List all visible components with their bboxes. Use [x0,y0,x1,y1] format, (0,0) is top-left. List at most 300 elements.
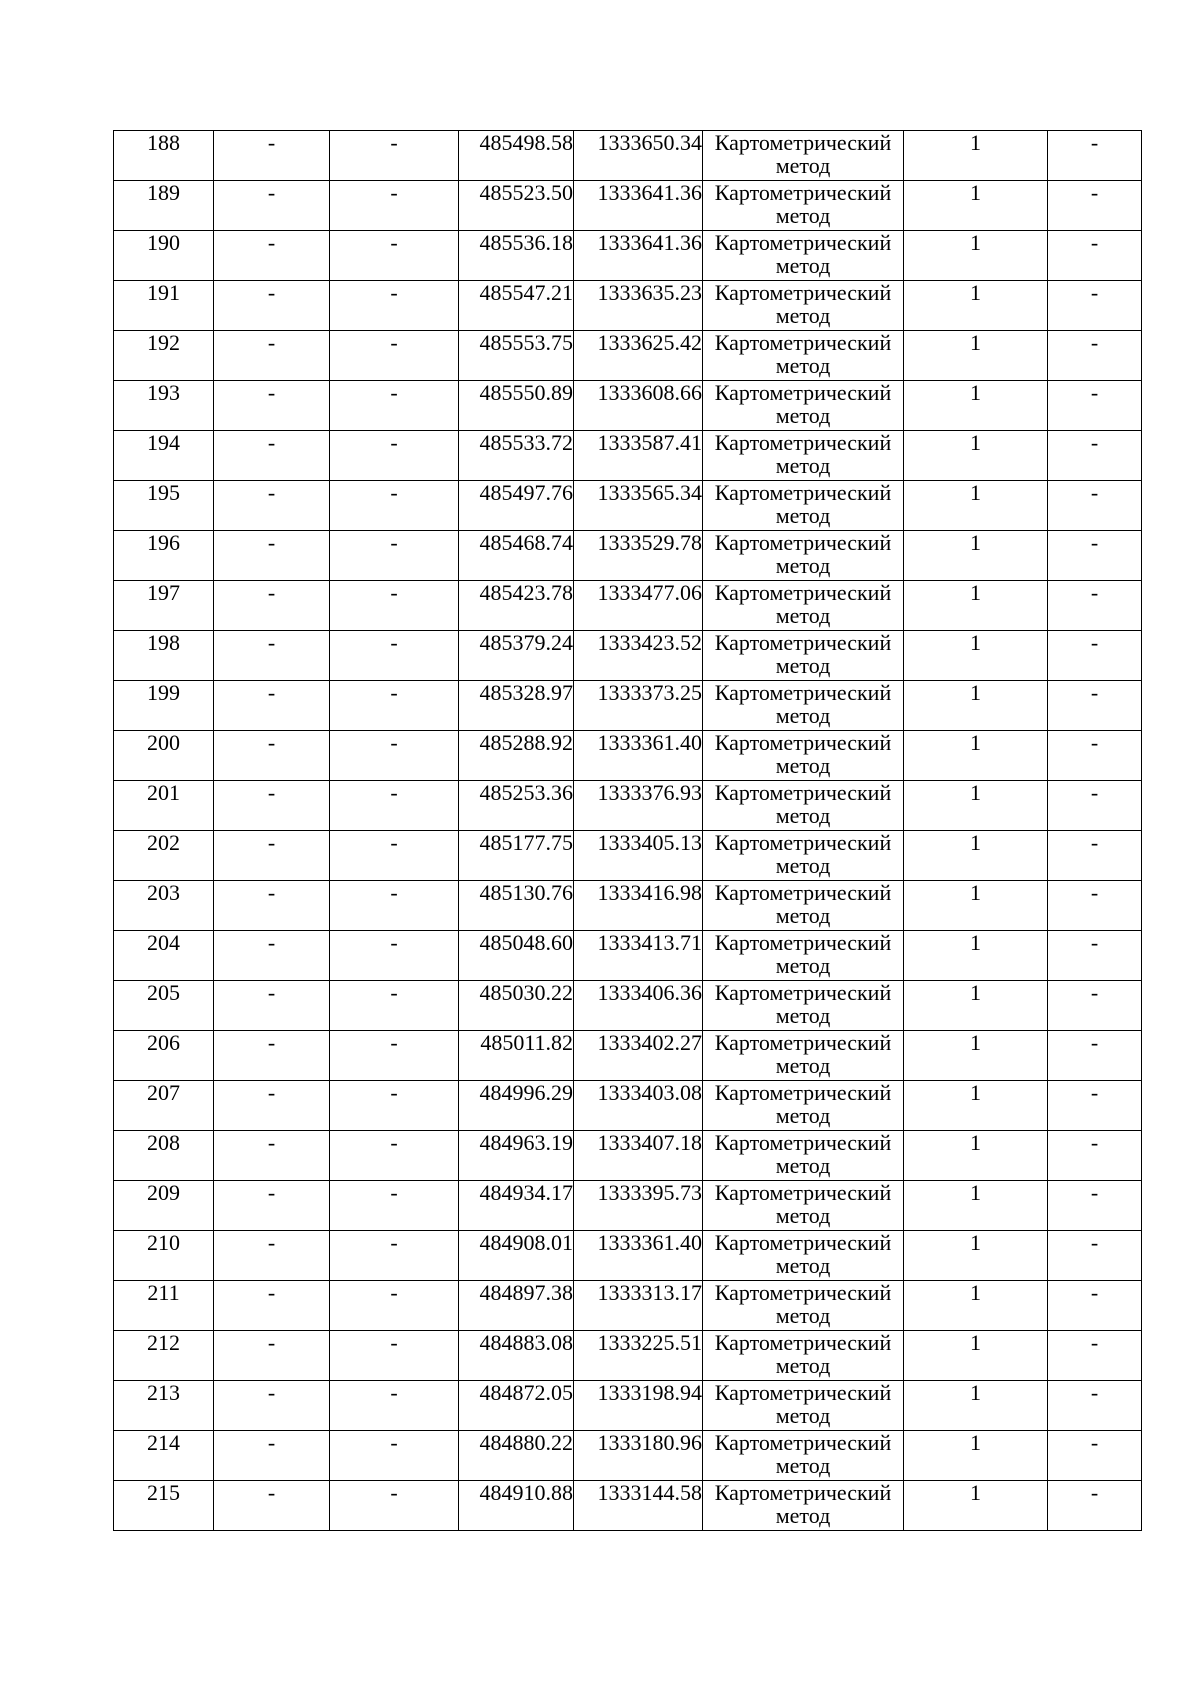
y-coordinate-cell: 1333406.36 [574,981,703,1031]
method-label-line2: метод [775,803,831,828]
empty-value-cell: - [214,531,330,581]
method-cell [703,131,904,181]
empty-value-cell: - [214,431,330,481]
point-number-cell: 211 [114,1281,214,1331]
empty-value-cell: - [330,1431,459,1481]
y-coordinate-cell: 1333650.34 [574,131,703,181]
method-cell [703,581,904,631]
x-coordinate-cell: 485379.24 [459,631,574,681]
table-row [114,1031,1142,1081]
x-coordinate-cell: 485498.58 [459,131,574,181]
coordinates-table [113,130,1142,1531]
point-number-cell: 214 [114,1431,214,1481]
y-coordinate-cell: 1333144.58 [574,1481,703,1531]
description-cell: - [1048,581,1142,631]
accuracy-cell: 1 [904,1031,1048,1081]
y-coordinate-cell: 1333405.13 [574,831,703,881]
x-coordinate-cell: 484897.38 [459,1281,574,1331]
empty-value-cell: - [330,1281,459,1331]
y-coordinate-cell: 1333376.93 [574,781,703,831]
y-coordinate-cell: 1333403.08 [574,1081,703,1131]
empty-value-cell: - [214,1181,330,1231]
description-cell: - [1048,381,1142,431]
method-cell [703,731,904,781]
method-label-line1: Картометрический [714,880,892,905]
method-cell [703,831,904,881]
empty-value-cell: - [214,1231,330,1281]
y-coordinate-cell: 1333402.27 [574,1031,703,1081]
description-cell: - [1048,1381,1142,1431]
table-row [114,581,1142,631]
empty-value-cell: - [330,1081,459,1131]
point-number-cell: 207 [114,1081,214,1131]
point-number-cell: 202 [114,831,214,881]
table-row [114,531,1142,581]
method-cell [703,381,904,431]
method-label-line1: Картометрический [714,1480,892,1505]
description-cell: - [1048,1181,1142,1231]
y-coordinate-cell: 1333395.73 [574,1181,703,1231]
table-row [114,781,1142,831]
empty-value-cell: - [330,981,459,1031]
method-cell [703,1031,904,1081]
accuracy-cell: 1 [904,1281,1048,1331]
point-number-cell: 210 [114,1231,214,1281]
description-cell: - [1048,931,1142,981]
method-label-line2: метод [775,1203,831,1228]
method-label-line2: метод [775,1303,831,1328]
y-coordinate-cell: 1333413.71 [574,931,703,981]
method-cell [703,1081,904,1131]
method-label-line2: метод [775,1353,831,1378]
y-coordinate-cell: 1333373.25 [574,681,703,731]
table-row [114,381,1142,431]
point-number-cell: 192 [114,331,214,381]
method-label-line1: Картометрический [714,1280,892,1305]
table-row [114,1181,1142,1231]
accuracy-cell: 1 [904,981,1048,1031]
description-cell: - [1048,431,1142,481]
method-label-line1: Картометрический [714,980,892,1005]
accuracy-cell: 1 [904,531,1048,581]
description-cell: - [1048,231,1142,281]
method-label-line2: метод [775,603,831,628]
method-label-line1: Картометрический [714,1380,892,1405]
method-label-line1: Картометрический [714,180,892,205]
method-label-line2: метод [775,903,831,928]
method-label-line1: Картометрический [714,230,892,255]
empty-value-cell: - [214,331,330,381]
accuracy-cell: 1 [904,431,1048,481]
method-cell [703,531,904,581]
table-row [114,881,1142,931]
method-label-line2: метод [775,753,831,778]
empty-value-cell: - [214,931,330,981]
table-row [114,1231,1142,1281]
x-coordinate-cell: 485523.50 [459,181,574,231]
empty-value-cell: - [214,181,330,231]
empty-value-cell: - [330,331,459,381]
x-coordinate-cell: 484908.01 [459,1231,574,1281]
empty-value-cell: - [214,831,330,881]
accuracy-cell: 1 [904,381,1048,431]
accuracy-cell: 1 [904,181,1048,231]
empty-value-cell: - [214,681,330,731]
empty-value-cell: - [330,381,459,431]
x-coordinate-cell: 485550.89 [459,381,574,431]
method-label-line1: Картометрический [714,1030,892,1055]
y-coordinate-cell: 1333198.94 [574,1381,703,1431]
empty-value-cell: - [330,181,459,231]
x-coordinate-cell: 485030.22 [459,981,574,1031]
empty-value-cell: - [214,781,330,831]
point-number-cell: 212 [114,1331,214,1381]
empty-value-cell: - [330,581,459,631]
description-cell: - [1048,1131,1142,1181]
accuracy-cell: 1 [904,231,1048,281]
accuracy-cell: 1 [904,1131,1048,1181]
point-number-cell: 200 [114,731,214,781]
description-cell: - [1048,1331,1142,1381]
empty-value-cell: - [330,781,459,831]
point-number-cell: 204 [114,931,214,981]
accuracy-cell: 1 [904,631,1048,681]
empty-value-cell: - [330,531,459,581]
point-number-cell: 198 [114,631,214,681]
empty-value-cell: - [214,981,330,1031]
point-number-cell: 203 [114,881,214,931]
point-number-cell: 208 [114,1131,214,1181]
point-number-cell: 205 [114,981,214,1031]
table-row [114,631,1142,681]
y-coordinate-cell: 1333416.98 [574,881,703,931]
y-coordinate-cell: 1333641.36 [574,181,703,231]
method-label-line2: метод [775,503,831,528]
table-row [114,431,1142,481]
method-cell [703,1381,904,1431]
method-label-line2: метод [775,1103,831,1128]
empty-value-cell: - [214,1081,330,1131]
empty-value-cell: - [330,1481,459,1531]
point-number-cell: 193 [114,381,214,431]
empty-value-cell: - [214,1031,330,1081]
method-cell [703,981,904,1031]
y-coordinate-cell: 1333477.06 [574,581,703,631]
description-cell: - [1048,1031,1142,1081]
method-label-line1: Картометрический [714,780,892,805]
empty-value-cell: - [330,631,459,681]
description-cell: - [1048,281,1142,331]
table-row [114,1431,1142,1481]
point-number-cell: 197 [114,581,214,631]
accuracy-cell: 1 [904,681,1048,731]
point-number-cell: 206 [114,1031,214,1081]
empty-value-cell: - [214,631,330,681]
x-coordinate-cell: 484963.19 [459,1131,574,1181]
table-row [114,231,1142,281]
method-cell [703,431,904,481]
y-coordinate-cell: 1333361.40 [574,1231,703,1281]
y-coordinate-cell: 1333529.78 [574,531,703,581]
accuracy-cell: 1 [904,1481,1048,1531]
description-cell: - [1048,781,1142,831]
accuracy-cell: 1 [904,331,1048,381]
method-cell [703,1181,904,1231]
method-label-line1: Картометрический [714,830,892,855]
point-number-cell: 213 [114,1381,214,1431]
table-row [114,181,1142,231]
method-label-line1: Картометрический [714,1430,892,1455]
description-cell: - [1048,1231,1142,1281]
empty-value-cell: - [330,731,459,781]
method-label-line1: Картометрический [714,730,892,755]
point-number-cell: 190 [114,231,214,281]
x-coordinate-cell: 484910.88 [459,1481,574,1531]
method-label-line1: Картометрический [714,1080,892,1105]
description-cell: - [1048,881,1142,931]
table-row [114,1331,1142,1381]
x-coordinate-cell: 485533.72 [459,431,574,481]
accuracy-cell: 1 [904,131,1048,181]
x-coordinate-cell: 485328.97 [459,681,574,731]
point-number-cell: 201 [114,781,214,831]
accuracy-cell: 1 [904,281,1048,331]
empty-value-cell: - [330,1181,459,1231]
description-cell: - [1048,1431,1142,1481]
empty-value-cell: - [214,1381,330,1431]
method-label-line1: Картометрический [714,280,892,305]
point-number-cell: 191 [114,281,214,331]
x-coordinate-cell: 484883.08 [459,1331,574,1381]
method-label-line2: метод [775,553,831,578]
method-cell [703,1331,904,1381]
method-cell [703,1481,904,1531]
description-cell: - [1048,681,1142,731]
description-cell: - [1048,1081,1142,1131]
point-number-cell: 199 [114,681,214,731]
method-label-line1: Картометрический [714,680,892,705]
table-row [114,131,1142,181]
method-cell [703,281,904,331]
y-coordinate-cell: 1333587.41 [574,431,703,481]
method-label-line2: метод [775,1453,831,1478]
y-coordinate-cell: 1333225.51 [574,1331,703,1381]
table-row [114,981,1142,1031]
accuracy-cell: 1 [904,1381,1048,1431]
method-label-line2: метод [775,203,831,228]
y-coordinate-cell: 1333625.42 [574,331,703,381]
point-number-cell: 188 [114,131,214,181]
method-cell [703,1281,904,1331]
empty-value-cell: - [214,231,330,281]
point-number-cell: 209 [114,1181,214,1231]
y-coordinate-cell: 1333635.23 [574,281,703,331]
method-label-line2: метод [775,403,831,428]
point-number-cell: 215 [114,1481,214,1531]
x-coordinate-cell: 485536.18 [459,231,574,281]
y-coordinate-cell: 1333641.36 [574,231,703,281]
table-row [114,831,1142,881]
empty-value-cell: - [330,1381,459,1431]
y-coordinate-cell: 1333565.34 [574,481,703,531]
x-coordinate-cell: 484996.29 [459,1081,574,1131]
method-cell [703,681,904,731]
method-cell [703,931,904,981]
x-coordinate-cell: 485423.78 [459,581,574,631]
method-label-line1: Картометрический [714,430,892,455]
x-coordinate-cell: 485497.76 [459,481,574,531]
accuracy-cell: 1 [904,881,1048,931]
description-cell: - [1048,531,1142,581]
description-cell: - [1048,731,1142,781]
method-cell [703,481,904,531]
description-cell: - [1048,1281,1142,1331]
empty-value-cell: - [330,1331,459,1381]
method-label-line2: метод [775,1053,831,1078]
x-coordinate-cell: 485547.21 [459,281,574,331]
method-cell [703,1431,904,1481]
empty-value-cell: - [214,1281,330,1331]
method-label-line2: метод [775,703,831,728]
empty-value-cell: - [330,831,459,881]
table-row [114,1281,1142,1331]
method-label-line1: Картометрический [714,630,892,655]
method-cell [703,631,904,681]
description-cell: - [1048,831,1142,881]
empty-value-cell: - [330,1131,459,1181]
method-label-line2: метод [775,1153,831,1178]
empty-value-cell: - [214,1131,330,1181]
empty-value-cell: - [214,881,330,931]
x-coordinate-cell: 485048.60 [459,931,574,981]
y-coordinate-cell: 1333423.52 [574,631,703,681]
description-cell: - [1048,631,1142,681]
method-label-line1: Картометрический [714,480,892,505]
method-label-line2: метод [775,353,831,378]
table-row [114,1481,1142,1531]
empty-value-cell: - [330,131,459,181]
accuracy-cell: 1 [904,731,1048,781]
x-coordinate-cell: 485130.76 [459,881,574,931]
method-label-line1: Картометрический [714,530,892,555]
method-label-line1: Картометрический [714,380,892,405]
empty-value-cell: - [330,1231,459,1281]
empty-value-cell: - [214,481,330,531]
x-coordinate-cell: 484872.05 [459,1381,574,1431]
empty-value-cell: - [330,281,459,331]
y-coordinate-cell: 1333608.66 [574,381,703,431]
table-row [114,1381,1142,1431]
empty-value-cell: - [214,131,330,181]
table-row [114,1131,1142,1181]
method-label-line2: метод [775,953,831,978]
empty-value-cell: - [330,881,459,931]
point-number-cell: 194 [114,431,214,481]
accuracy-cell: 1 [904,931,1048,981]
method-label-line1: Картометрический [714,330,892,355]
description-cell: - [1048,181,1142,231]
y-coordinate-cell: 1333180.96 [574,1431,703,1481]
table-row [114,281,1142,331]
y-coordinate-cell: 1333407.18 [574,1131,703,1181]
point-number-cell: 195 [114,481,214,531]
description-cell: - [1048,981,1142,1031]
method-label-line1: Картометрический [714,930,892,955]
empty-value-cell: - [330,1031,459,1081]
x-coordinate-cell: 485288.92 [459,731,574,781]
method-label-line2: метод [775,1403,831,1428]
accuracy-cell: 1 [904,1081,1048,1131]
table-body [114,131,1142,1531]
method-label-line1: Картометрический [714,1180,892,1205]
method-label-line2: метод [775,653,831,678]
accuracy-cell: 1 [904,1331,1048,1381]
x-coordinate-cell: 484880.22 [459,1431,574,1481]
table-row [114,681,1142,731]
table-row [114,731,1142,781]
accuracy-cell: 1 [904,481,1048,531]
method-label-line2: метод [775,853,831,878]
x-coordinate-cell: 485553.75 [459,331,574,381]
empty-value-cell: - [214,281,330,331]
method-cell [703,781,904,831]
method-cell [703,881,904,931]
method-label-line1: Картометрический [714,1230,892,1255]
empty-value-cell: - [214,1331,330,1381]
empty-value-cell: - [330,931,459,981]
description-cell: - [1048,331,1142,381]
table-row [114,481,1142,531]
method-label-line2: метод [775,303,831,328]
accuracy-cell: 1 [904,831,1048,881]
method-label-line2: метод [775,453,831,478]
y-coordinate-cell: 1333361.40 [574,731,703,781]
method-cell [703,231,904,281]
description-cell: - [1048,1481,1142,1531]
empty-value-cell: - [330,481,459,531]
point-number-cell: 196 [114,531,214,581]
method-label-line1: Картометрический [714,130,892,155]
table-row [114,1081,1142,1131]
empty-value-cell: - [214,381,330,431]
empty-value-cell: - [214,731,330,781]
description-cell: - [1048,481,1142,531]
table-row [114,931,1142,981]
accuracy-cell: 1 [904,1231,1048,1281]
method-label-line2: метод [775,253,831,278]
x-coordinate-cell: 485011.82 [459,1031,574,1081]
method-label-line1: Картометрический [714,1130,892,1155]
x-coordinate-cell: 485468.74 [459,531,574,581]
empty-value-cell: - [330,431,459,481]
empty-value-cell: - [330,681,459,731]
empty-value-cell: - [214,581,330,631]
empty-value-cell: - [214,1481,330,1531]
y-coordinate-cell: 1333313.17 [574,1281,703,1331]
method-cell [703,181,904,231]
point-number-cell: 189 [114,181,214,231]
method-label-line1: Картометрический [714,1330,892,1355]
x-coordinate-cell: 484934.17 [459,1181,574,1231]
method-label-line1: Картометрический [714,580,892,605]
empty-value-cell: - [330,231,459,281]
method-cell [703,331,904,381]
x-coordinate-cell: 485177.75 [459,831,574,881]
method-label-line2: метод [775,1003,831,1028]
description-cell: - [1048,131,1142,181]
method-label-line2: метод [775,1253,831,1278]
accuracy-cell: 1 [904,581,1048,631]
